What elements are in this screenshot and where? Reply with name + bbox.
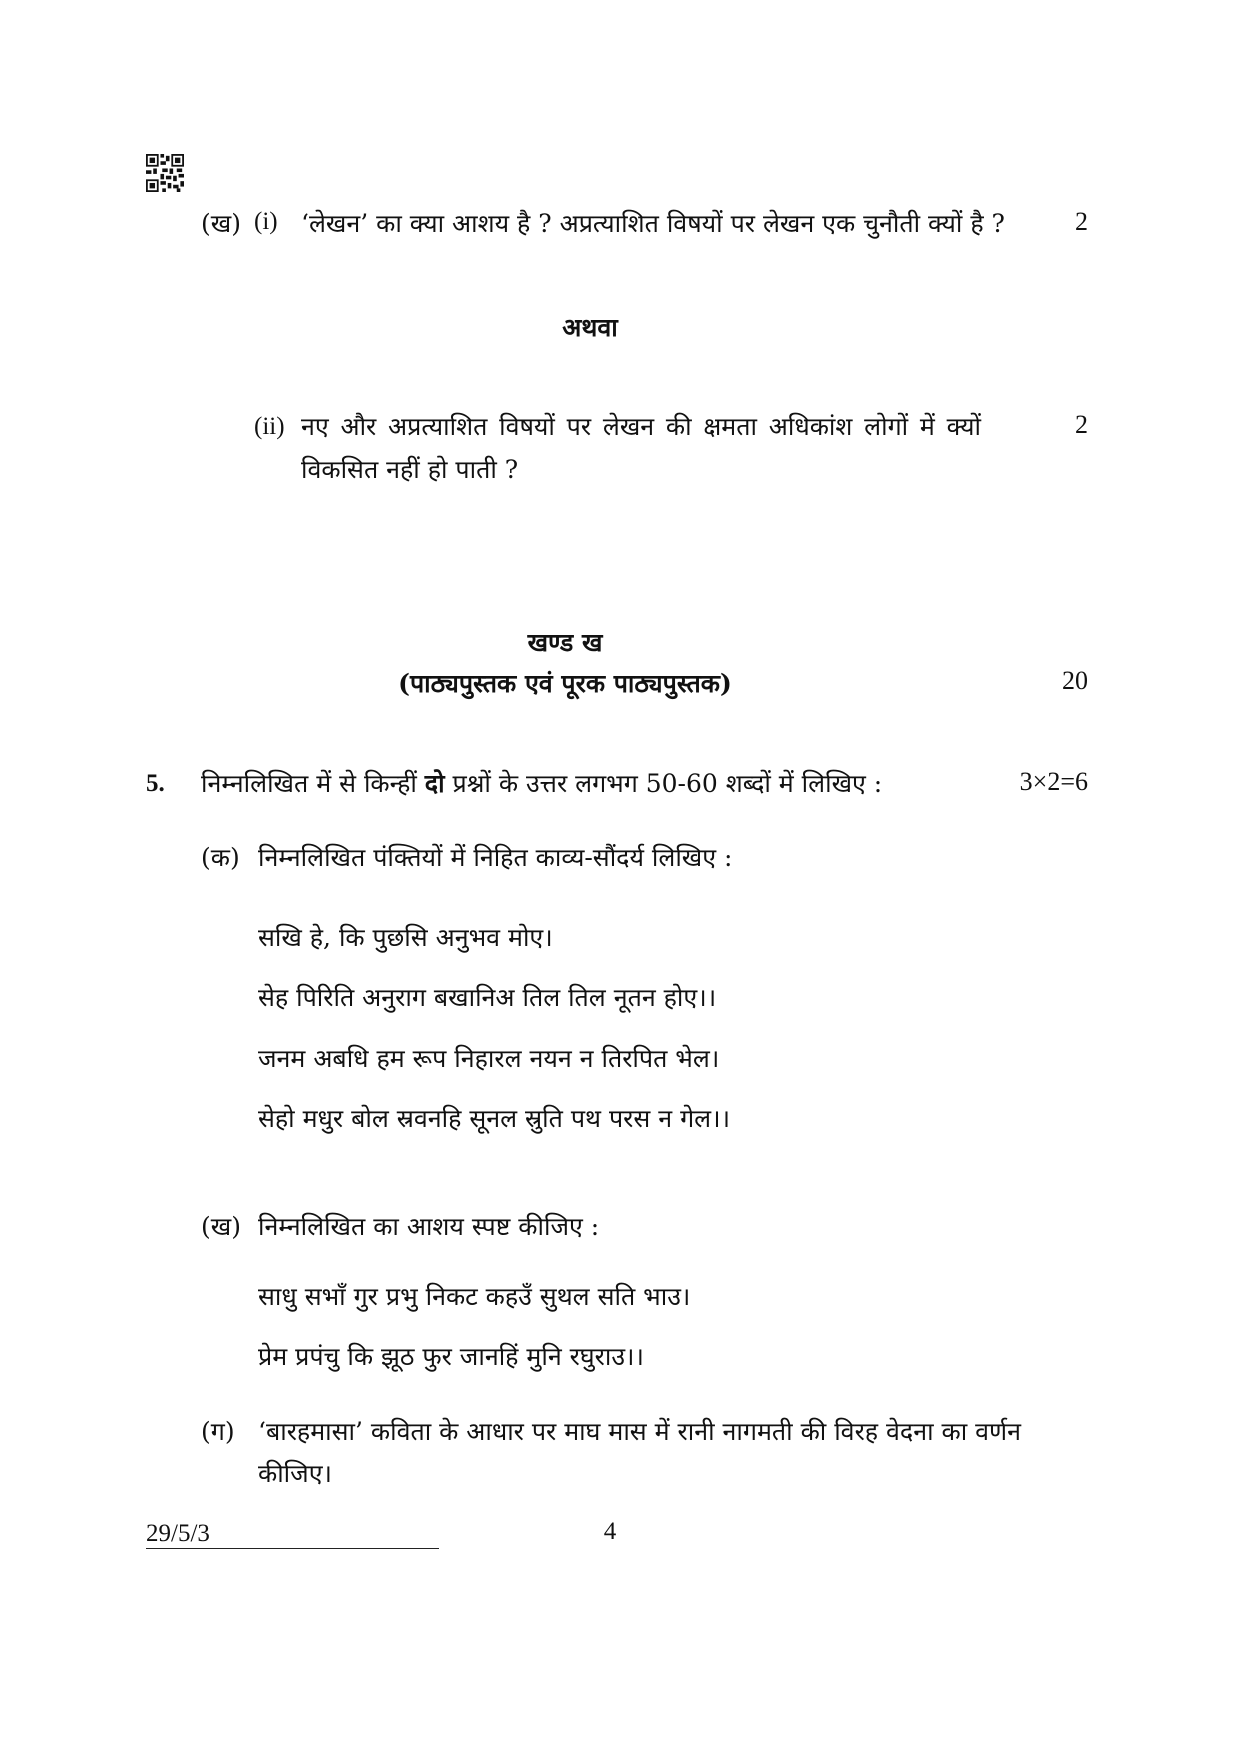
q5-kha-text: निम्नलिखित का आशय स्पष्ट कीजिए : bbox=[258, 1212, 600, 1241]
q5-ga-line-1: ‘बारहमासा’ कविता के आधार पर माघ मास में रानी नागमती की विरह वेदना का वर्णन bbox=[258, 1417, 1021, 1446]
q5-ka-line-2: सेह पिरिति अनुराग बखानिअ तिल तिल नूतन होए।। bbox=[258, 983, 717, 1012]
q5-ka-line-1: सखि हे, कि पुछसि अनुभव मोए। bbox=[258, 923, 553, 952]
q5-marks: 3×2=6 bbox=[1019, 767, 1088, 796]
q4-kha-i-text: ‘लेखन’ का क्या आशय है ? अप्रत्याशित विषयों पर लेखन एक चुनौती क्यों है ? bbox=[301, 209, 1005, 238]
q5-number: 5. bbox=[146, 770, 165, 797]
section-subtitle: (पाठ्यपुस्तक एवं पूरक पाठ्यपुस्तक) bbox=[398, 669, 732, 698]
q5-ga-line-2: कीजिए। bbox=[258, 1459, 333, 1488]
q5-ka-text: निम्नलिखित पंक्तियों में निहित काव्य-सौंदर्य लिखिए : bbox=[258, 843, 733, 872]
q4-kha-i-marks: 2 bbox=[1075, 207, 1088, 236]
q5-ka-label: (क) bbox=[201, 843, 240, 872]
q5-ga-label: (ग) bbox=[201, 1417, 235, 1446]
section-title: खण्ड ख bbox=[527, 628, 603, 657]
q5-text: निम्नलिखित में से किन्हीं दो प्रश्नों के उत्तर लगभग 50-60 शब्दों में लिखिए : bbox=[201, 769, 883, 798]
q4-kha-label: (ख) bbox=[201, 209, 241, 238]
q5-kha-label: (ख) bbox=[201, 1212, 241, 1241]
section-marks: 20 bbox=[1062, 666, 1088, 695]
q5-kha-line-2: प्रेम प्रपंचु कि झूठ फुर जानहिं मुनि रघुराउ।। bbox=[258, 1342, 645, 1371]
page-number: 4 bbox=[603, 1518, 617, 1545]
footer-code: 29/5/3 bbox=[146, 1520, 210, 1547]
footer-rule bbox=[146, 1548, 439, 1549]
or-divider: अथवा bbox=[562, 313, 618, 342]
q4-kha-ii-line2: विकसित नहीं हो पाती ? bbox=[301, 455, 519, 484]
q4-kha-i-label: (i) bbox=[254, 208, 278, 235]
q5-ka-line-3: जनम अबधि हम रूप निहारल नयन न तिरपित भेल। bbox=[258, 1044, 720, 1073]
qr-code-icon bbox=[146, 154, 184, 192]
q5-ka-line-4: सेहो मधुर बोल स्रवनहि सूनल स्रुति पथ परस न गेल।। bbox=[258, 1104, 731, 1133]
q5-kha-line-1: साधु सभाँ गुर प्रभु निकट कहउँ सुथल सति भाउ। bbox=[258, 1282, 691, 1311]
q5-text-bold: दो bbox=[424, 769, 445, 798]
q4-kha-ii-line1: नए और अप्रत्याशित विषयों पर लेखन की क्षमता अधिकांश लोगों में क्यों bbox=[301, 412, 981, 441]
q4-kha-ii-marks: 2 bbox=[1075, 410, 1088, 439]
q4-kha-ii-label: (ii) bbox=[254, 413, 285, 440]
